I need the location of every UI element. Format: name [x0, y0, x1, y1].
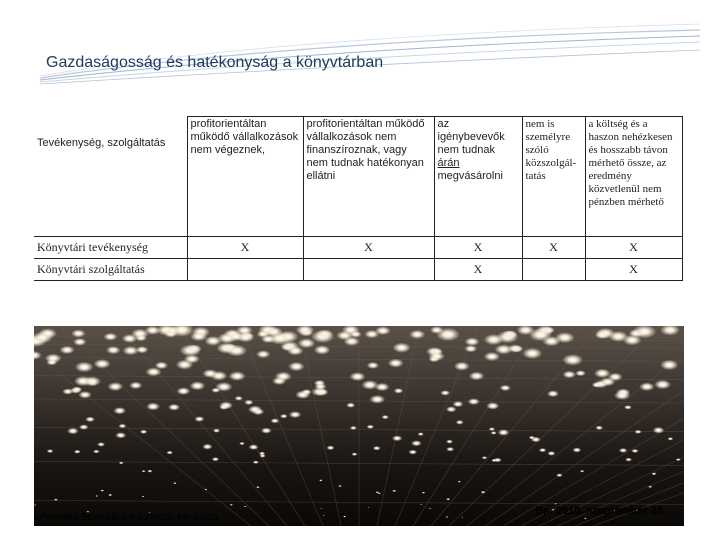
ceiling-light: [446, 498, 450, 500]
footer-caption: Informatio Scientifica-Informatio Medicata: [34, 512, 218, 523]
ceiling-light: [205, 489, 208, 491]
footer-date: Bp. 2010. szeptember 23.: [535, 505, 666, 517]
ceiling-light: [78, 391, 91, 399]
ceiling-light: [74, 376, 92, 386]
ceiling-light: [368, 507, 370, 508]
ceiling-light: [491, 431, 497, 434]
ceiling-light: [271, 418, 280, 423]
ceiling-light: [93, 450, 100, 454]
ceiling-light: [226, 345, 247, 357]
cell-mark: [187, 259, 303, 281]
ceiling-light: [95, 495, 98, 497]
ceiling-light: [288, 362, 305, 371]
ceiling-light: [573, 448, 582, 453]
ceiling-light: [369, 395, 385, 404]
ceiling-light: [619, 448, 628, 453]
ceiling-light: [108, 494, 112, 496]
ceiling-light: [623, 335, 642, 346]
cell-mark: [303, 259, 434, 281]
ceiling-light: [456, 420, 464, 425]
ceiling-light: [74, 450, 81, 454]
ceiling-light: [367, 425, 375, 429]
header-col3-post: megvásárolni: [437, 170, 503, 182]
cell-mark: X: [303, 237, 434, 259]
ceiling-light: [261, 428, 272, 434]
ceiling-light: [352, 453, 358, 456]
ceiling-light: [319, 479, 322, 481]
ceiling-light: [104, 333, 118, 341]
ceiling-light: [146, 403, 160, 411]
ceiling-light: [563, 371, 577, 379]
cell-mark: X: [585, 259, 682, 281]
ceiling-light: [392, 435, 402, 441]
ceiling-light: [539, 448, 547, 452]
ceiling-light: [446, 406, 457, 412]
ceiling-light: [639, 382, 654, 391]
ceiling-light: [173, 482, 176, 484]
ceiling-light: [123, 346, 139, 355]
ceiling-light: [594, 369, 611, 378]
ceiling-light: [211, 388, 220, 393]
ceiling-light: [280, 414, 288, 418]
cell-mark: X: [434, 259, 522, 281]
header-col1: profitorientáltan működő vállalkozások nem végeznek,: [187, 117, 303, 237]
ceiling-light: [522, 348, 542, 359]
ceiling-light: [575, 370, 586, 376]
ceiling-light: [115, 432, 126, 438]
ceiling-light: [350, 426, 357, 430]
ceiling-light: [422, 492, 425, 494]
ceiling-light: [229, 371, 246, 381]
ceiling-light: [464, 345, 477, 352]
header-col3: [434, 117, 522, 237]
ceiling-light: [275, 372, 292, 382]
ceiling-light: [113, 407, 126, 414]
ceiling-light: [547, 390, 559, 397]
ceiling-light: [100, 490, 104, 492]
ceiling-light: [202, 444, 212, 450]
ceiling-light: [107, 382, 123, 391]
ceiling-light: [676, 458, 681, 461]
ceiling-light: [373, 446, 381, 450]
ceiling-light: [440, 390, 450, 395]
ceiling-light: [392, 490, 396, 492]
ceiling-light: [202, 369, 217, 378]
header-col5: a költség és a haszon nehézkesen és hosszabb távon mérhető össze, az eredmény közvetlenül nem pénzben mérhető: [585, 117, 682, 237]
ceiling-light: [75, 362, 94, 373]
ceiling-light: [244, 506, 246, 507]
ceiling-light: [244, 400, 253, 405]
ceiling-light: [194, 416, 204, 422]
ceiling-light: [314, 345, 331, 354]
ceiling-light: [164, 326, 180, 335]
ceiling-light: [408, 450, 417, 455]
ceiling-light: [486, 402, 499, 409]
ceiling-light: [289, 411, 302, 418]
ceiling-light: [327, 446, 335, 451]
ceiling-light: [46, 359, 57, 365]
ceiling-light: [317, 329, 334, 338]
ceiling-light: [239, 442, 245, 445]
header-col2: profitorientáltan működő vállalkozások nem finanszíroznak, vagy nem tudnak hatékonyan ellátni: [303, 117, 434, 237]
ceiling-light: [482, 456, 488, 459]
ceiling-light: [635, 430, 642, 434]
ceiling-light: [411, 440, 422, 446]
ceiling-light: [54, 499, 58, 501]
table-row: [34, 259, 682, 281]
ceiling-light: [142, 470, 146, 472]
ceiling-light: [85, 417, 95, 422]
cell-mark: X: [522, 237, 585, 259]
title-decoration: [0, 0, 720, 100]
ceiling-light: [631, 449, 638, 453]
ceiling-light: [367, 362, 379, 369]
ceiling-light: [253, 461, 259, 464]
ceiling-light: [446, 440, 453, 444]
ceiling-light: [624, 405, 632, 409]
ceiling-light: [248, 406, 262, 414]
ceiling-light: [531, 437, 541, 443]
ceiling-light: [140, 430, 147, 434]
slide-title: Gazdaságosság és hatékonyság a könyvtárban: [46, 54, 384, 71]
ceiling-light: [73, 338, 86, 346]
ceiling-light: [388, 359, 404, 368]
ceiling-light: [461, 517, 463, 518]
ceiling-light: [556, 473, 562, 477]
ceiling-light: [469, 372, 485, 381]
ceiling-light: [652, 472, 657, 475]
ceiling-light: [653, 427, 665, 434]
ceiling-light: [34, 504, 36, 505]
ceiling-light: [129, 382, 142, 389]
ceiling-light: [60, 346, 75, 354]
ceiling-light: [295, 391, 310, 399]
ceiling-light: [256, 350, 270, 358]
row-label: Könyvtári szolgáltatás: [34, 259, 187, 281]
ceiling-light: [147, 470, 152, 473]
ceiling-lights-photo: [34, 326, 684, 526]
ceiling-light: [648, 486, 652, 488]
ceiling-light: [219, 405, 228, 410]
ceiling-light: [382, 415, 389, 419]
ceiling-light: [168, 404, 180, 411]
ceiling-light: [481, 491, 486, 494]
ceiling-light: [555, 332, 575, 343]
ceiling-light: [106, 346, 121, 354]
cell-mark: X: [585, 237, 682, 259]
ceiling-light: [166, 451, 173, 455]
ceiling-light: [668, 437, 674, 440]
ceiling-light: [489, 427, 495, 431]
ceiling-light: [218, 333, 237, 344]
ceiling-light: [393, 343, 411, 353]
ceiling-light: [282, 344, 294, 351]
ceiling-light: [446, 516, 449, 518]
ceiling-light: [344, 337, 360, 346]
cell-mark: X: [434, 237, 522, 259]
ceiling-light: [420, 504, 422, 505]
ceiling-light: [584, 518, 587, 520]
ceiling-light: [190, 381, 206, 390]
ceiling-light: [580, 470, 584, 472]
ceiling-light: [349, 331, 361, 338]
ceiling-light: [72, 387, 82, 392]
ceiling-light: [94, 359, 111, 369]
cell-mark: X: [187, 237, 303, 259]
ceiling-light: [614, 391, 630, 400]
ceiling-light: [430, 348, 443, 355]
ceiling-light: [375, 383, 390, 391]
ceiling-light: [142, 496, 145, 498]
ceiling-light: [47, 449, 54, 453]
ceiling-light: [321, 508, 323, 509]
ceiling-light: [595, 331, 610, 339]
ceiling-light: [418, 432, 424, 436]
ceiling-light: [187, 344, 202, 353]
ceiling-light: [454, 362, 470, 371]
ceiling-light: [256, 486, 260, 488]
ceiling-light: [493, 458, 501, 463]
ceiling-light: [436, 328, 460, 341]
ceiling-light: [249, 444, 259, 450]
header-row-label: Tevékenység, szolgáltatás: [34, 117, 187, 237]
cell-mark: [522, 259, 585, 281]
ceiling-light: [502, 330, 517, 339]
ceiling-light: [453, 401, 464, 407]
ceiling-light: [323, 515, 325, 516]
ceiling-light: [595, 426, 603, 430]
ceiling-light: [71, 330, 85, 338]
ceiling-light: [484, 352, 500, 361]
ceiling-light: [394, 388, 404, 393]
ceiling-light: [458, 481, 461, 483]
ceiling-light: [314, 383, 326, 390]
ceiling-light: [350, 372, 366, 381]
ceiling-light: [465, 338, 480, 346]
ceiling-light: [338, 485, 342, 487]
ceiling-light: [468, 398, 480, 405]
header-col3-pre: az igénybevevők nem tudnak: [437, 118, 505, 156]
ceiling-light: [176, 387, 190, 395]
table-row: [34, 237, 682, 259]
ceiling-light: [592, 382, 602, 388]
ceiling-light: [547, 451, 555, 456]
comparison-table: [34, 116, 683, 281]
ceiling-light: [118, 424, 126, 428]
ceiling-light: [429, 508, 431, 509]
ceiling-light: [660, 360, 678, 370]
ceiling-light: [119, 462, 124, 465]
ceiling-light: [498, 429, 510, 436]
ceiling-light: [446, 447, 454, 451]
ceiling-light: [155, 362, 168, 370]
ceiling-light: [378, 493, 381, 495]
ceiling-light: [97, 442, 105, 446]
ceiling-light: [67, 428, 79, 435]
ceiling-light: [343, 516, 346, 518]
row-label: Könyvtári tevékenység: [34, 237, 187, 259]
header-col4: nem is személyre szóló közszolgál-tatás: [522, 117, 585, 237]
ceiling-light: [230, 504, 233, 506]
ceiling-light: [654, 380, 671, 390]
ceiling-light: [625, 458, 632, 462]
header-col3-underlined: árán: [437, 157, 460, 169]
ceiling-light: [122, 334, 138, 343]
ceiling-light: [298, 338, 316, 348]
ceiling-light: [364, 330, 379, 338]
ceiling-light: [500, 385, 511, 391]
ceiling-light: [259, 452, 265, 456]
ceiling-light: [212, 457, 219, 461]
ceiling-light: [346, 403, 355, 408]
ceiling-light: [261, 335, 276, 343]
ceiling-light: [409, 330, 425, 339]
ceiling-light: [235, 396, 243, 401]
ceiling-light: [542, 327, 555, 334]
table-header-row: [34, 117, 682, 237]
ceiling-light: [213, 429, 220, 433]
ceiling-light: [79, 424, 89, 429]
ceiling-light: [562, 354, 583, 366]
ceiling-light: [495, 344, 513, 354]
